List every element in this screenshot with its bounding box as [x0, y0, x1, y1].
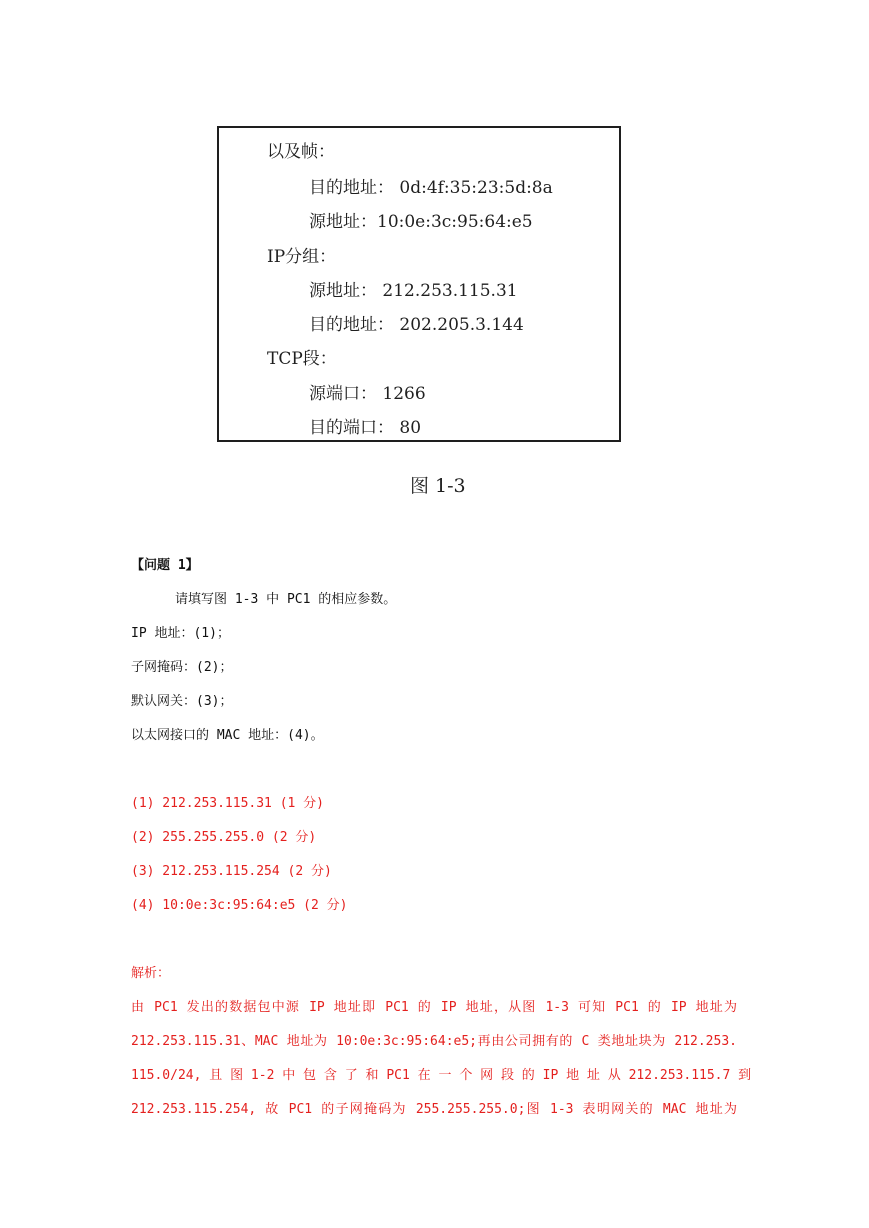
- analysis-line-1: 由 PC1 发出的数据包中源 IP 地址即 PC1 的 IP 地址，从图 1-3 可知 PC1 的 IP 地址为: [131, 1000, 737, 1015]
- question-item-gateway: 默认网关：(3)；: [131, 694, 233, 709]
- question-item-mask: 子网掩码：(2)；: [131, 660, 233, 675]
- ip-destination: 目的地址： 202.205.3.144: [309, 315, 524, 335]
- tcp-header: TCP段：: [267, 349, 337, 369]
- answer-4: (4) 10:0e:3c:95:64:e5 (2 分): [131, 898, 348, 913]
- frame-header: 以及帧：: [267, 142, 335, 162]
- ip-source: 源地址： 212.253.115.31: [309, 281, 518, 301]
- question-item-ip: IP 地址：(1)；: [131, 626, 230, 641]
- question-item-mac: 以太网接口的 MAC 地址：(4)。: [131, 728, 324, 743]
- question-title: 【问题 1】: [131, 558, 199, 573]
- ip-header: IP分组：: [267, 247, 337, 267]
- answer-2: (2) 255.255.255.0 (2 分): [131, 830, 317, 845]
- answer-1: (1) 212.253.115.31 (1 分): [131, 796, 325, 811]
- figure-caption: 图 1-3: [410, 475, 466, 497]
- analysis-line-4: 212.253.115.254, 故 PC1 的子网掩码为 255.255.255.0;图 1-3 表明网关的 MAC 地址为: [131, 1102, 737, 1117]
- tcp-destination-port: 目的端口： 80: [309, 418, 422, 438]
- packet-figure: [217, 126, 621, 442]
- analysis-title: 解析：: [131, 966, 171, 981]
- tcp-source-port: 源端口： 1266: [309, 384, 426, 404]
- analysis-line-2: 212.253.115.31、MAC 地址为 10:0e:3c:95:64:e5;再由公司拥有的 C 类地址块为 212.253.: [131, 1034, 737, 1049]
- frame-destination: 目的地址： 0d:4f:35:23:5d:8a: [309, 178, 553, 198]
- frame-source: 源地址：10:0e:3c:95:64:e5: [309, 212, 533, 232]
- question-prompt: 请填写图 1-3 中 PC1 的相应参数。: [175, 592, 397, 607]
- analysis-line-3: 115.0/24, 且 图 1-2 中 包 含 了 和 PC1 在 一 个 网 段 的 IP 地 址 从 212.253.115.7 到: [131, 1068, 752, 1083]
- answer-3: (3) 212.253.115.254 (2 分): [131, 864, 332, 879]
